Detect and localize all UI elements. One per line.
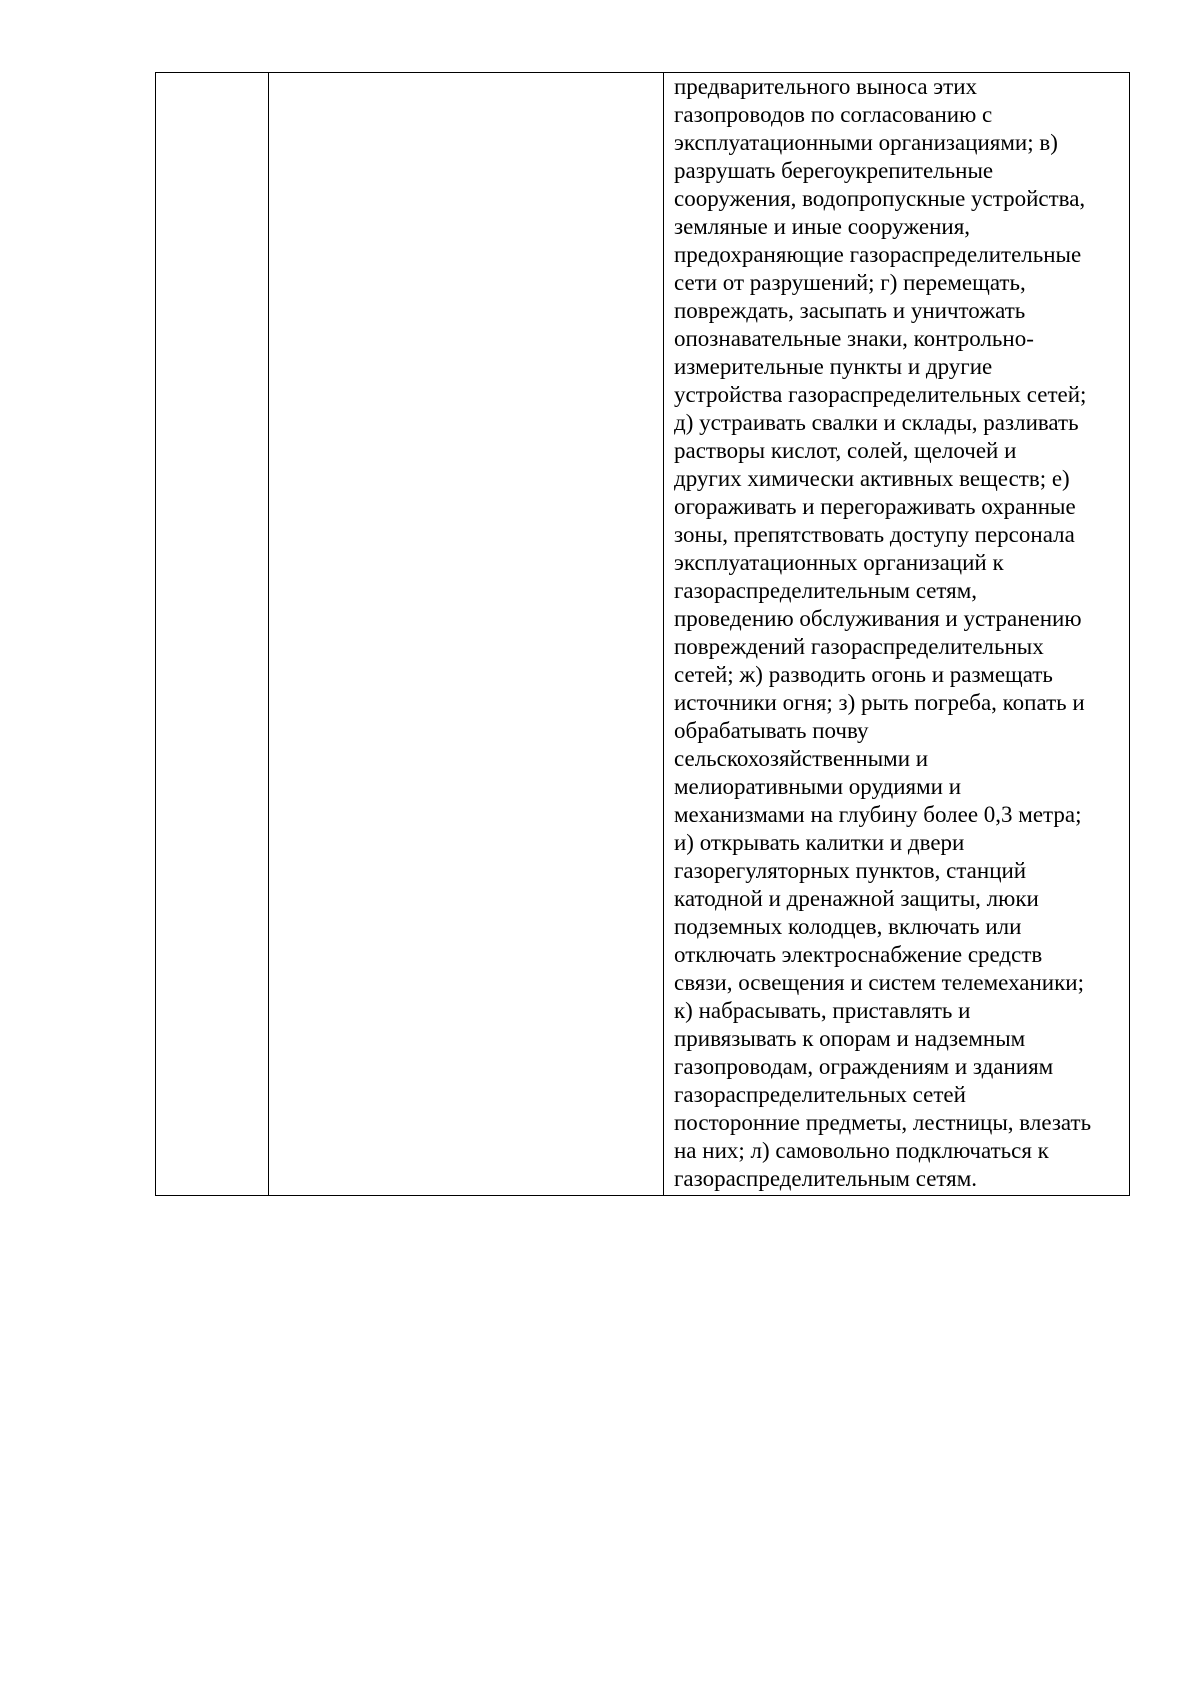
- description-line: зоны, препятствовать доступу персонала: [674, 522, 1075, 547]
- description-line: повреждать, засыпать и уничтожать: [674, 298, 1026, 323]
- description-line: привязывать к опорам и надземным: [674, 1026, 1026, 1051]
- description-line: на них; л) самовольно подключаться к: [674, 1138, 1049, 1163]
- description-line: газораспределительным сетям,: [674, 578, 978, 603]
- description-line: д) устраивать свалки и склады, разливать: [674, 410, 1079, 435]
- description-line: предварительного выноса этих: [674, 74, 978, 99]
- description-line: посторонние предметы, лестницы, влезать: [674, 1110, 1092, 1135]
- description-line: эксплуатационными организациями; в): [674, 130, 1058, 155]
- description-line: катодной и дренажной защиты, люки: [674, 886, 1039, 911]
- description-line: проведению обслуживания и устранению: [674, 606, 1082, 631]
- description-line: измерительные пункты и другие: [674, 354, 993, 379]
- description-line: механизмами на глубину более 0,3 метра;: [674, 802, 1082, 827]
- description-line: мелиоративными орудиями и: [674, 774, 962, 799]
- description-line: обрабатывать почву: [674, 718, 869, 743]
- description-line: опознавательные знаки, контрольно-: [674, 326, 1034, 351]
- description-line: сетей; ж) разводить огонь и размещать: [674, 662, 1053, 687]
- description-line: сооружения, водопропускные устройства,: [674, 186, 1086, 211]
- restrictions-table: [155, 72, 1130, 1196]
- cell-title-text: [269, 73, 663, 75]
- description-line: разрушать берегоукрепительные: [674, 158, 994, 183]
- table-cell-number: [156, 73, 269, 1196]
- description-line: газопроводам, ограждениям и зданиям: [674, 1054, 1054, 1079]
- description-line: газорегуляторных пунктов, станций: [674, 858, 1027, 883]
- cell-number-text: [156, 73, 268, 75]
- table-cell-title: [269, 73, 664, 1196]
- description-line: земляные и иные сооружения,: [674, 214, 971, 239]
- description-line: растворы кислот, солей, щелочей и: [674, 438, 1017, 463]
- cell-description-text: [664, 73, 1129, 1195]
- description-line: газопроводов по согласованию с: [674, 102, 993, 127]
- description-line: и) открывать калитки и двери: [674, 830, 965, 855]
- description-line: отключать электроснабжение средств: [674, 942, 1043, 967]
- table-row: [156, 73, 1130, 1196]
- description-line: источники огня; з) рыть погреба, копать и: [674, 690, 1085, 715]
- description-line: других химически активных веществ; е): [674, 466, 1070, 491]
- description-line: устройства газораспределительных сетей;: [674, 382, 1087, 407]
- description-line: связи, освещения и систем телемеханики;: [674, 970, 1084, 995]
- description-line: к) набрасывать, приставлять и: [674, 998, 971, 1023]
- description-line: газораспределительных сетей: [674, 1082, 966, 1107]
- description-line: огораживать и перегораживать охранные: [674, 494, 1076, 519]
- description-line: повреждений газораспределительных: [674, 634, 1044, 659]
- description-line: предохраняющие газораспределительные: [674, 242, 1082, 267]
- description-line: газораспределительным сетям.: [674, 1166, 978, 1191]
- description-line: подземных колодцев, включать или: [674, 914, 1022, 939]
- description-line: сети от разрушений; г) перемещать,: [674, 270, 1026, 295]
- description-line: эксплуатационных организаций к: [674, 550, 1004, 575]
- description-line: сельскохозяйственными и: [674, 746, 929, 771]
- table-cell-description: [664, 73, 1130, 1196]
